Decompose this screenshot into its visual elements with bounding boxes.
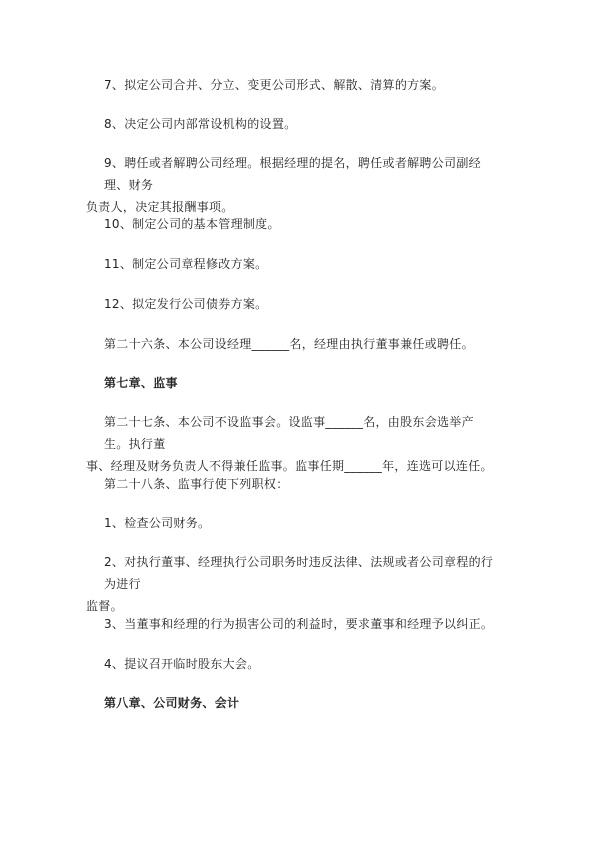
item-10: 10、制定公司的基本管理制度。 [104,217,280,231]
supervisor-item-2-line-2: 监督。 [86,599,123,613]
article-27-line-2: 事、经理及财务负责人不得兼任监事。监事任期______年，连选可以连任。 [86,459,493,473]
article-28: 第二十八条、监事行使下列职权： [104,477,289,491]
chapter-8-heading: 第八章、公司财务、会计 [104,696,240,710]
item-9-line-2: 负责人，决定其报酬事项。 [86,200,234,214]
item-9-line-1: 9、聘任或者解聘公司经理。根据经理的提名，聘任或者解聘公司副经理、财务 [104,156,481,192]
item-9 [86,152,496,218]
article-26: 第二十六条、本公司设经理______名，经理由执行董事兼任或聘任。 [104,337,474,351]
supervisor-item-4: 4、提议召开临时股东大会。 [104,657,260,671]
supervisor-item-2-line-1: 2、对执行董事、经理执行公司职务时违反法律、法规或者公司章程的行为进行 [104,555,494,591]
article-27 [86,411,496,477]
supervisor-item-1: 1、检查公司财务。 [104,516,211,530]
chapter-7-heading: 第七章、监事 [104,376,178,390]
item-11: 11、制定公司章程修改方案。 [104,257,268,271]
item-8: 8、决定公司内部常设机构的设置。 [104,117,297,131]
item-7: 7、拟定公司合并、分立、变更公司形式、解散、清算的方案。 [104,78,445,92]
supervisor-item-2 [86,551,496,617]
article-27-line-1: 第二十七条、本公司不设监事会。设监事______名，由股东会选举产生。执行董 [104,415,474,451]
item-12: 12、拟定发行公司债券方案。 [104,297,268,311]
supervisor-item-3: 3、当董事和经理的行为损害公司的利益时，要求董事和经理予以纠正。 [104,617,494,631]
